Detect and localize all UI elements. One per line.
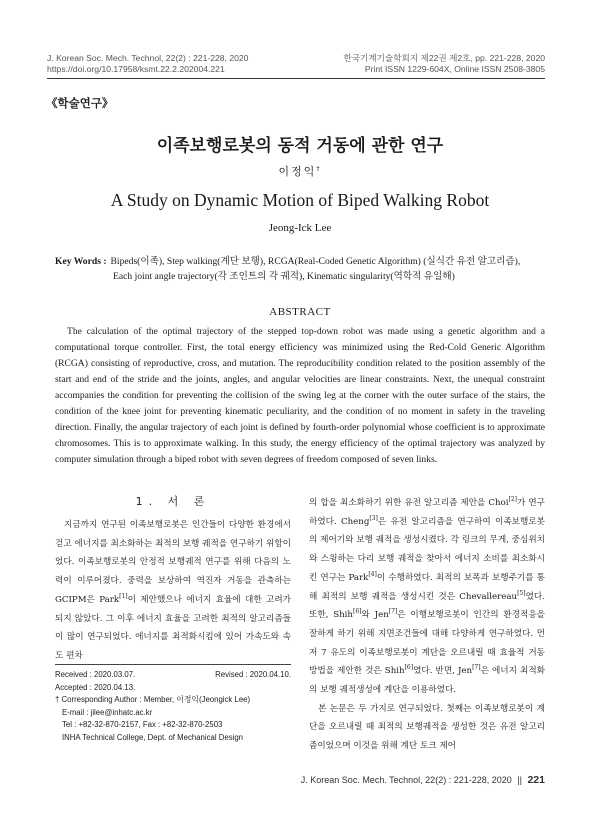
citation-ref[interactable]: [6] [353,608,362,616]
citation-ref[interactable]: [6] [404,664,414,672]
korean-journal-header: 한국기계기술학회지 제22권 제2호, pp. 221-228, 2020 [343,53,545,63]
issn-header: Print ISSN 1229-604X, Online ISSN 2508-3805 [364,64,545,74]
citation-ref[interactable]: [4] [368,570,377,578]
received-date: Received : 2020.03.07. [55,670,136,679]
korean-author-name: 이정익 [278,165,317,178]
footer-citation: J. Korean Soc. Mech. Technol, 22(2) : 221-228, 2020 [300,775,512,785]
accepted-date: Accepted : 2020.04.13. [55,682,136,692]
author-email[interactable]: E-mail : jilee@inhatc.ac.kr [62,707,153,717]
citation-ref[interactable]: [1] [119,592,128,600]
abstract-text: The calculation of the optimal trajectory of the stepped top-down robot was made using a genetic algorithm and a computational torque controller. First, the total energy efficiency was minimized using the Red-Cold Generic Algorithm (RCGA) consisting of reproductive, cross, and mutation. The reproducibility condition related to the position assembly of the start and end of the stride and the joints, angles, and angular velocities are linear constraints. Next, the unequal constraint accompanies the condition for preventing the collision of the swing leg at the corner with the outer surface of the stairs, the condition of the knee joint for preventing kinematic peculiarity, and the condition of no moment in safety in the traveling direction. Finally, the angular trajectory of each joint is defined by fourth-order polynomial whose coefficient is to approximate chromosomes. This is to approximate walking. In this study, the energy efficiency of the optimal trajectory was analyzed by computer simulation through a biped robot with seven degrees of freedom composed of seven links. [55,326,545,465]
revised-date: Revised : 2020.04.10. [215,670,291,679]
corresponding-author: † Corresponding Author : Member, 이정익(Jeongick Lee) [55,695,251,705]
article-category: 《학술연구》 [46,96,114,110]
keywords-line-1: Bipeds(이족), Step walking(계단 보행), RCGA(Real-Coded Genetic Algorithm) (실식간 유전 알고리즘), [110,256,521,267]
citation-ref[interactable]: [3] [369,514,378,522]
header-rule [47,78,545,79]
doi-link[interactable]: https://doi.org/10.17958/ksmt.22.2.202004.221 [47,64,225,74]
citation-ref[interactable]: [2] [508,496,517,504]
page-number: 221 [527,774,545,786]
footnote-rule [55,664,291,665]
citation-ref[interactable]: [7] [472,664,481,672]
citation-ref[interactable]: [7] [388,608,398,616]
korean-author [0,163,600,179]
section-heading-introduction: 1. 서 론 [135,495,211,508]
corresponding-mark: † [316,165,322,173]
korean-title: 이족보행로봇의 동적 거동에 관한 연구 [156,136,444,156]
intro-right-paragraph-2: 본 논문은 두 가지로 연구되었다. 첫째는 이족보행로봇이 계단을 오르내릴 때 최적의 보행궤적을 생성한 것은 유전 알고리즘이었으며 이것을 위해 계단 토크 제어 [309,703,545,752]
journal-citation-header: J. Korean Soc. Mech. Technol, 22(2) : 221-228, 2020 [47,53,249,63]
footer-separator: || [517,775,522,785]
abstract-heading: ABSTRACT [269,306,331,318]
intro-left-paragraph: 지금까지 연구된 이족보행로봇은 인간들이 다양한 환경에서 걷고 에너지를 최소화하는 최적의 보행 궤적을 연구하기 위함이었다. 이족보행로봇의 안정적 보행궤적 연구를 위해 다음의 노력이 이루어졌다. 중력을 보상하여 역진자 거동을 관측하는 GCIPM은 Park[1]이 제안했으나 에너지 효율에 대한 고려가 되지 않았다. 그 이후 에너지 효율을 고려한 최적의 알고리즘들이 많이 연구되었다. 에너지를 최적화시킴에 있어 가속도와 속도 편차 [55,520,291,661]
intro-right-paragraph-1: 의 합을 최소화하기 위한 유전 알고리즘 제안을 Choi[2]가 연구하였다. Cheng[3]은 유전 알고리즘을 연구하여 이족보행로봇의 제어기와 보행 궤적을 생성시켰다. 각 링크의 무게, 중심위치와 스윙하는 다리 보행 궤적을 찾아서 에너지 소비를 최소화시킨 연구는 Park[4]이 수행하였다. 최적의 보폭과 보행주기를 통해 최적의 보행 궤적을 생성시킨 것은 Chevallereau[5]였다. 또한, Shih[6]와 Jen[7]은 이행보행로봇이 인간의 환경적응을 잘하게 하기 위해 지면조건들에 대해 다양하게 연구하였다. 먼저 7 유도의 이족보행로봇이 계단을 오르내릴 때 효율적 거동 방법을 제안한 것은 Shih[6]였다. 반면, Jen[7]은 에너지 최적화의 보행 궤적생성에 계단을 이용하였다. [309,496,545,696]
author-affiliation: INHA Technical College, Dept. of Mechanical Design [62,732,244,742]
keywords-line-2: Each joint angle trajectory(각 조인트의 각 궤적), Kinematic singularity(역학적 유일해) [113,271,455,282]
citation-ref[interactable]: [5] [517,589,526,597]
intro-right-column [309,494,545,756]
keywords [55,254,520,284]
english-title: A Study on Dynamic Motion of Biped Walking Robot [110,190,490,210]
page-footer [301,774,545,786]
keywords-label: Key Words : [55,256,107,267]
footnote-block [55,669,291,745]
author-phone-fax: Tel : +82-32-870-2157, Fax : +82-32-870-2503 [62,720,223,730]
english-author: Jeong-Ick Lee [268,222,332,234]
